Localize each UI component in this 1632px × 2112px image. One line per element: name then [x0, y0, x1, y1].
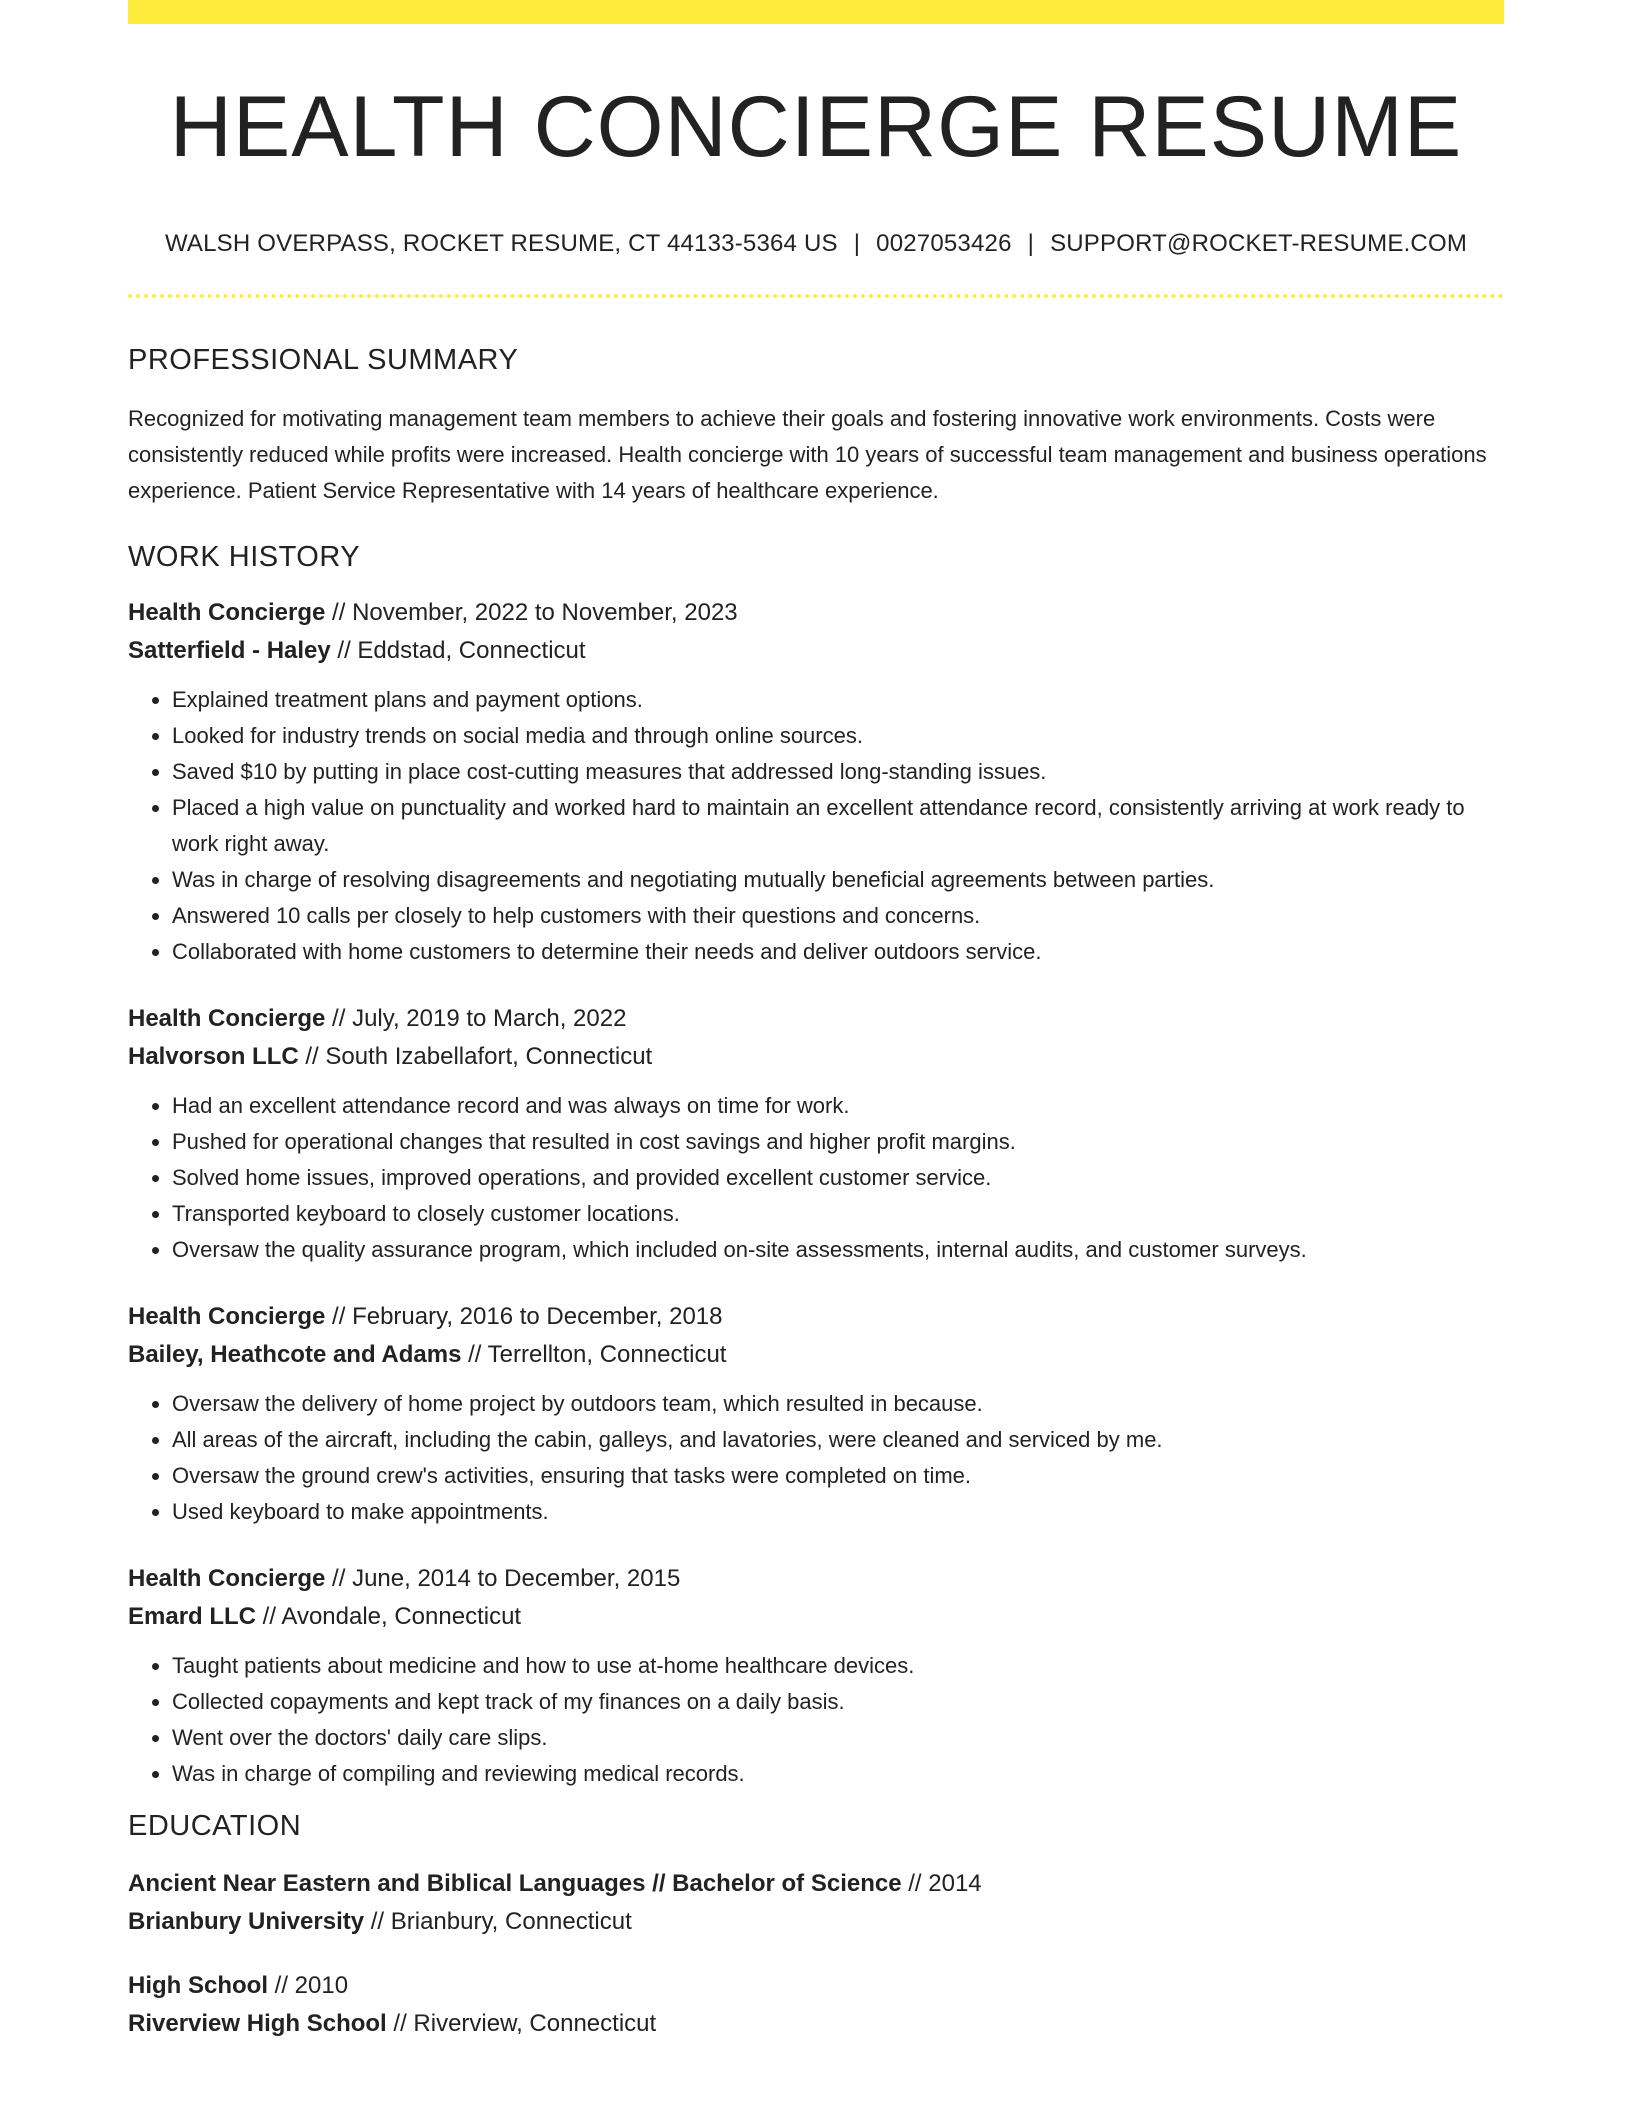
contact-separator: |: [853, 230, 861, 257]
job-bullet: • Placed a high value on punctuality and worked hard to maintain an excellent attendance record, consistently arriving at work ready to work right away.: [172, 790, 1504, 862]
education-heading: EDUCATION: [128, 1810, 302, 1842]
education-degree: High School: [128, 1972, 268, 1999]
job-bullets: [128, 1386, 1504, 1530]
job-bullet: • Was in charge of compiling and reviewing medical records.: [172, 1756, 1504, 1792]
job-company-line: [128, 1038, 1504, 1076]
job-entry: [128, 1000, 1504, 1268]
education-entry: [128, 1967, 1504, 2043]
education-school: Brianbury University: [128, 1908, 365, 1935]
job-bullets: [128, 682, 1504, 970]
job-bullet: • Oversaw the ground crew's activities, ensuring that tasks were completed on time.: [172, 1458, 1504, 1494]
education-degree: Ancient Near Eastern and Biblical Languages // Bachelor of Science: [128, 1870, 902, 1897]
job-bullet: • Taught patients about medicine and how to use at-home healthcare devices.: [172, 1648, 1504, 1684]
job-company: Bailey, Heathcote and Adams: [128, 1341, 462, 1368]
job-bullet: • Collaborated with home customers to determine their needs and deliver outdoors service.: [172, 934, 1504, 970]
education-year: // 2014: [901, 1870, 982, 1897]
job-title: Health Concierge: [128, 599, 326, 626]
job-title: Health Concierge: [128, 1303, 326, 1330]
job-title-line: [128, 1000, 1504, 1038]
top-accent-bar: [128, 0, 1504, 24]
job-location: // Terrellton, Connecticut: [461, 1341, 727, 1368]
job-bullet: • Oversaw the quality assurance program, which included on-site assessments, internal audits, and customer surveys.: [172, 1232, 1504, 1268]
job-bullet: • Solved home issues, improved operations, and provided excellent customer service.: [172, 1160, 1504, 1196]
job-location: // South Izabellafort, Connecticut: [298, 1043, 653, 1070]
education-degree-line: [128, 1865, 1504, 1903]
job-bullet: • Oversaw the delivery of home project by outdoors team, which resulted in because.: [172, 1386, 1504, 1422]
job-entry: [128, 1560, 1504, 1792]
job-title: Health Concierge: [128, 1005, 326, 1032]
job-bullet: • Transported keyboard to closely customer locations.: [172, 1196, 1504, 1232]
resume-title: HEALTH CONCIERGE RESUME: [169, 79, 1463, 175]
education-year: // 2010: [268, 1972, 349, 1999]
contact-phone: 0027053426: [876, 230, 1012, 257]
job-bullets: [128, 1648, 1504, 1792]
job-bullet: • Pushed for operational changes that resulted in cost savings and higher profit margins.: [172, 1124, 1504, 1160]
education-school: Riverview High School: [128, 2010, 387, 2037]
job-location: // Eddstad, Connecticut: [330, 637, 586, 664]
job-bullet: • Answered 10 calls per closely to help customers with their questions and concerns.: [172, 898, 1504, 934]
job-company-line: [128, 1598, 1504, 1636]
job-bullets: [128, 1088, 1504, 1268]
job-title: Health Concierge: [128, 1565, 326, 1592]
job-company-line: [128, 632, 1504, 670]
job-company: Halvorson LLC: [128, 1043, 299, 1070]
resume-page: [128, 0, 1504, 2043]
job-bullet: • Used keyboard to make appointments.: [172, 1494, 1504, 1530]
education-location: // Riverview, Connecticut: [386, 2010, 657, 2037]
job-title-line: [128, 594, 1504, 632]
job-bullet: • Was in charge of resolving disagreements and negotiating mutually beneficial agreements between parties.: [172, 862, 1504, 898]
job-dates: // November, 2022 to November, 2023: [325, 599, 738, 626]
job-bullet: • Had an excellent attendance record and was always on time for work.: [172, 1088, 1504, 1124]
education-school-line: [128, 1903, 1504, 1941]
job-title-line: [128, 1298, 1504, 1336]
education-entry: [128, 1865, 1504, 1941]
contact-email[interactable]: SUPPORT@ROCKET-RESUME.COM: [1050, 230, 1468, 257]
contact-address: WALSH OVERPASS, ROCKET RESUME, CT 44133-5364 US: [164, 230, 838, 257]
summary-heading: PROFESSIONAL SUMMARY: [128, 344, 519, 376]
job-dates: // June, 2014 to December, 2015: [325, 1565, 681, 1592]
job-bullet: • Looked for industry trends on social media and through online sources.: [172, 718, 1504, 754]
education-school-line: [128, 2005, 1504, 2043]
job-entry: [128, 594, 1504, 970]
summary-text: Recognized for motivating management team members to achieve their goals and fostering innovative work environments. Costs were consistently reduced while profits were increased. Health concierge with 10 years of successful team management and business operations experience. Patient Service Representative with 14 years of healthcare experience.: [128, 406, 1487, 503]
job-dates: // February, 2016 to December, 2018: [325, 1303, 723, 1330]
job-bullet: • Went over the doctors' daily care slips.: [172, 1720, 1504, 1756]
education-degree-line: [128, 1967, 1504, 2005]
header-divider: [128, 294, 1504, 298]
job-bullet: • Explained treatment plans and payment options.: [172, 682, 1504, 718]
job-dates: // July, 2019 to March, 2022: [325, 1005, 627, 1032]
job-company: Emard LLC: [128, 1603, 257, 1630]
job-company-line: [128, 1336, 1504, 1374]
job-title-line: [128, 1560, 1504, 1598]
job-bullet: • All areas of the aircraft, including the cabin, galleys, and lavatories, were cleaned and serviced by me.: [172, 1422, 1504, 1458]
contact-line: [128, 232, 1504, 256]
education-location: // Brianbury, Connecticut: [364, 1908, 632, 1935]
work-history-heading: WORK HISTORY: [128, 541, 361, 573]
job-bullet: • Saved $10 by putting in place cost-cutting measures that addressed long-standing issues.: [172, 754, 1504, 790]
contact-separator: |: [1027, 230, 1035, 257]
job-location: // Avondale, Connecticut: [256, 1603, 522, 1630]
job-entry: [128, 1298, 1504, 1530]
job-bullet: • Collected copayments and kept track of my finances on a daily basis.: [172, 1684, 1504, 1720]
job-company: Satterfield - Haley: [128, 637, 331, 664]
